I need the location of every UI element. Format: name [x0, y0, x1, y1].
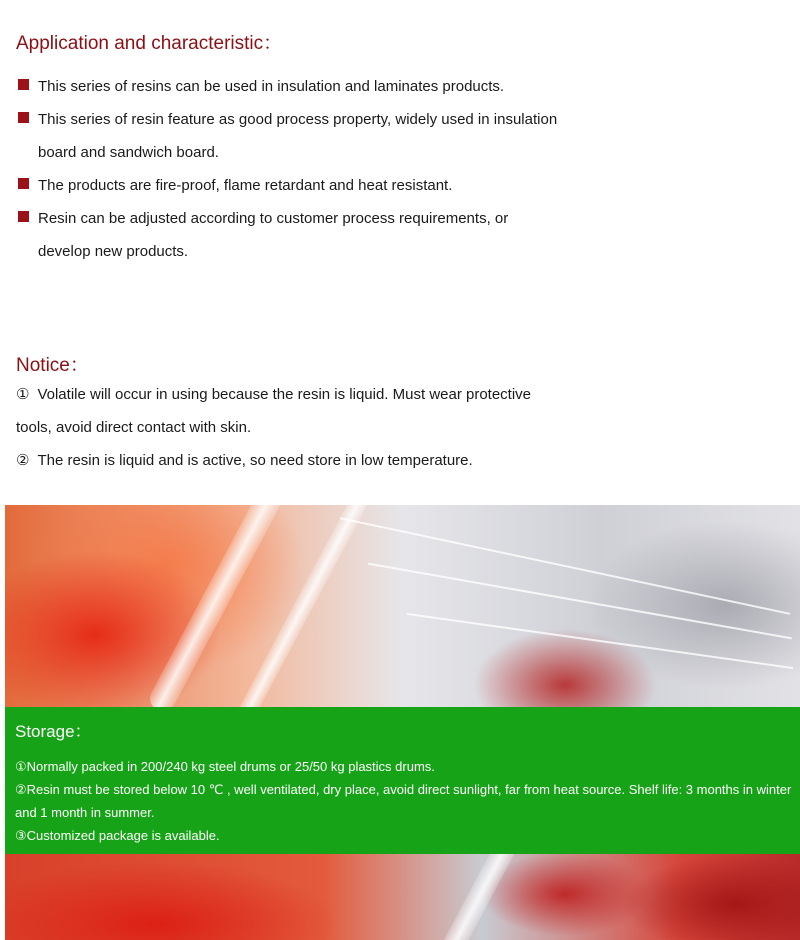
application-item-text: This series of resin feature as good process property, widely used in insulation board and sandwich board.	[38, 111, 558, 161]
list-item	[16, 378, 536, 444]
list-item	[18, 103, 558, 169]
glass-tube-image	[434, 854, 538, 940]
square-bullet-icon	[18, 211, 29, 222]
notice-number: ②	[16, 452, 30, 469]
notice-list	[16, 378, 536, 477]
storage-line: ③Customized package is available.	[15, 828, 220, 843]
storage-list	[15, 755, 795, 847]
wire-decoration	[407, 613, 793, 669]
list-item	[18, 202, 558, 268]
list-item	[16, 444, 536, 477]
square-bullet-icon	[18, 112, 29, 123]
storage-line: ②Resin must be stored below 10 ℃ , well ventilated, dry place, avoid direct sunlight, far from heat source. Shelf life: 3 months in winter and 1 month in summer.	[15, 782, 792, 820]
square-bullet-icon	[18, 79, 29, 90]
storage-line: ①Normally packed in 200/240 kg steel drums or 25/50 kg plastics drums.	[15, 759, 435, 774]
application-title: Application and characteristic：	[16, 33, 283, 54]
application-list	[18, 70, 558, 268]
resin-photo-bottom	[5, 854, 800, 940]
notice-item-text: Volatile will occur in using because the resin is liquid. Must wear protective tools, avoid direct contact with skin.	[16, 386, 532, 436]
resin-photo-top	[5, 505, 800, 707]
notice-item-text: The resin is liquid and is active, so need store in low temperature.	[37, 452, 473, 469]
square-bullet-icon	[18, 178, 29, 189]
wire-decoration	[340, 517, 790, 615]
notice-title: Notice：	[16, 355, 89, 376]
notice-number: ①	[16, 386, 30, 403]
storage-panel	[5, 707, 800, 854]
application-item-text: The products are fire-proof, flame retardant and heat resistant.	[38, 177, 453, 194]
list-item	[18, 70, 558, 103]
list-item	[18, 169, 558, 202]
application-item-text: This series of resins can be used in insulation and laminates products.	[38, 78, 505, 95]
application-item-text: Resin can be adjusted according to customer process requirements, or develop new products.	[38, 210, 509, 260]
storage-title: Storage：	[15, 722, 92, 741]
